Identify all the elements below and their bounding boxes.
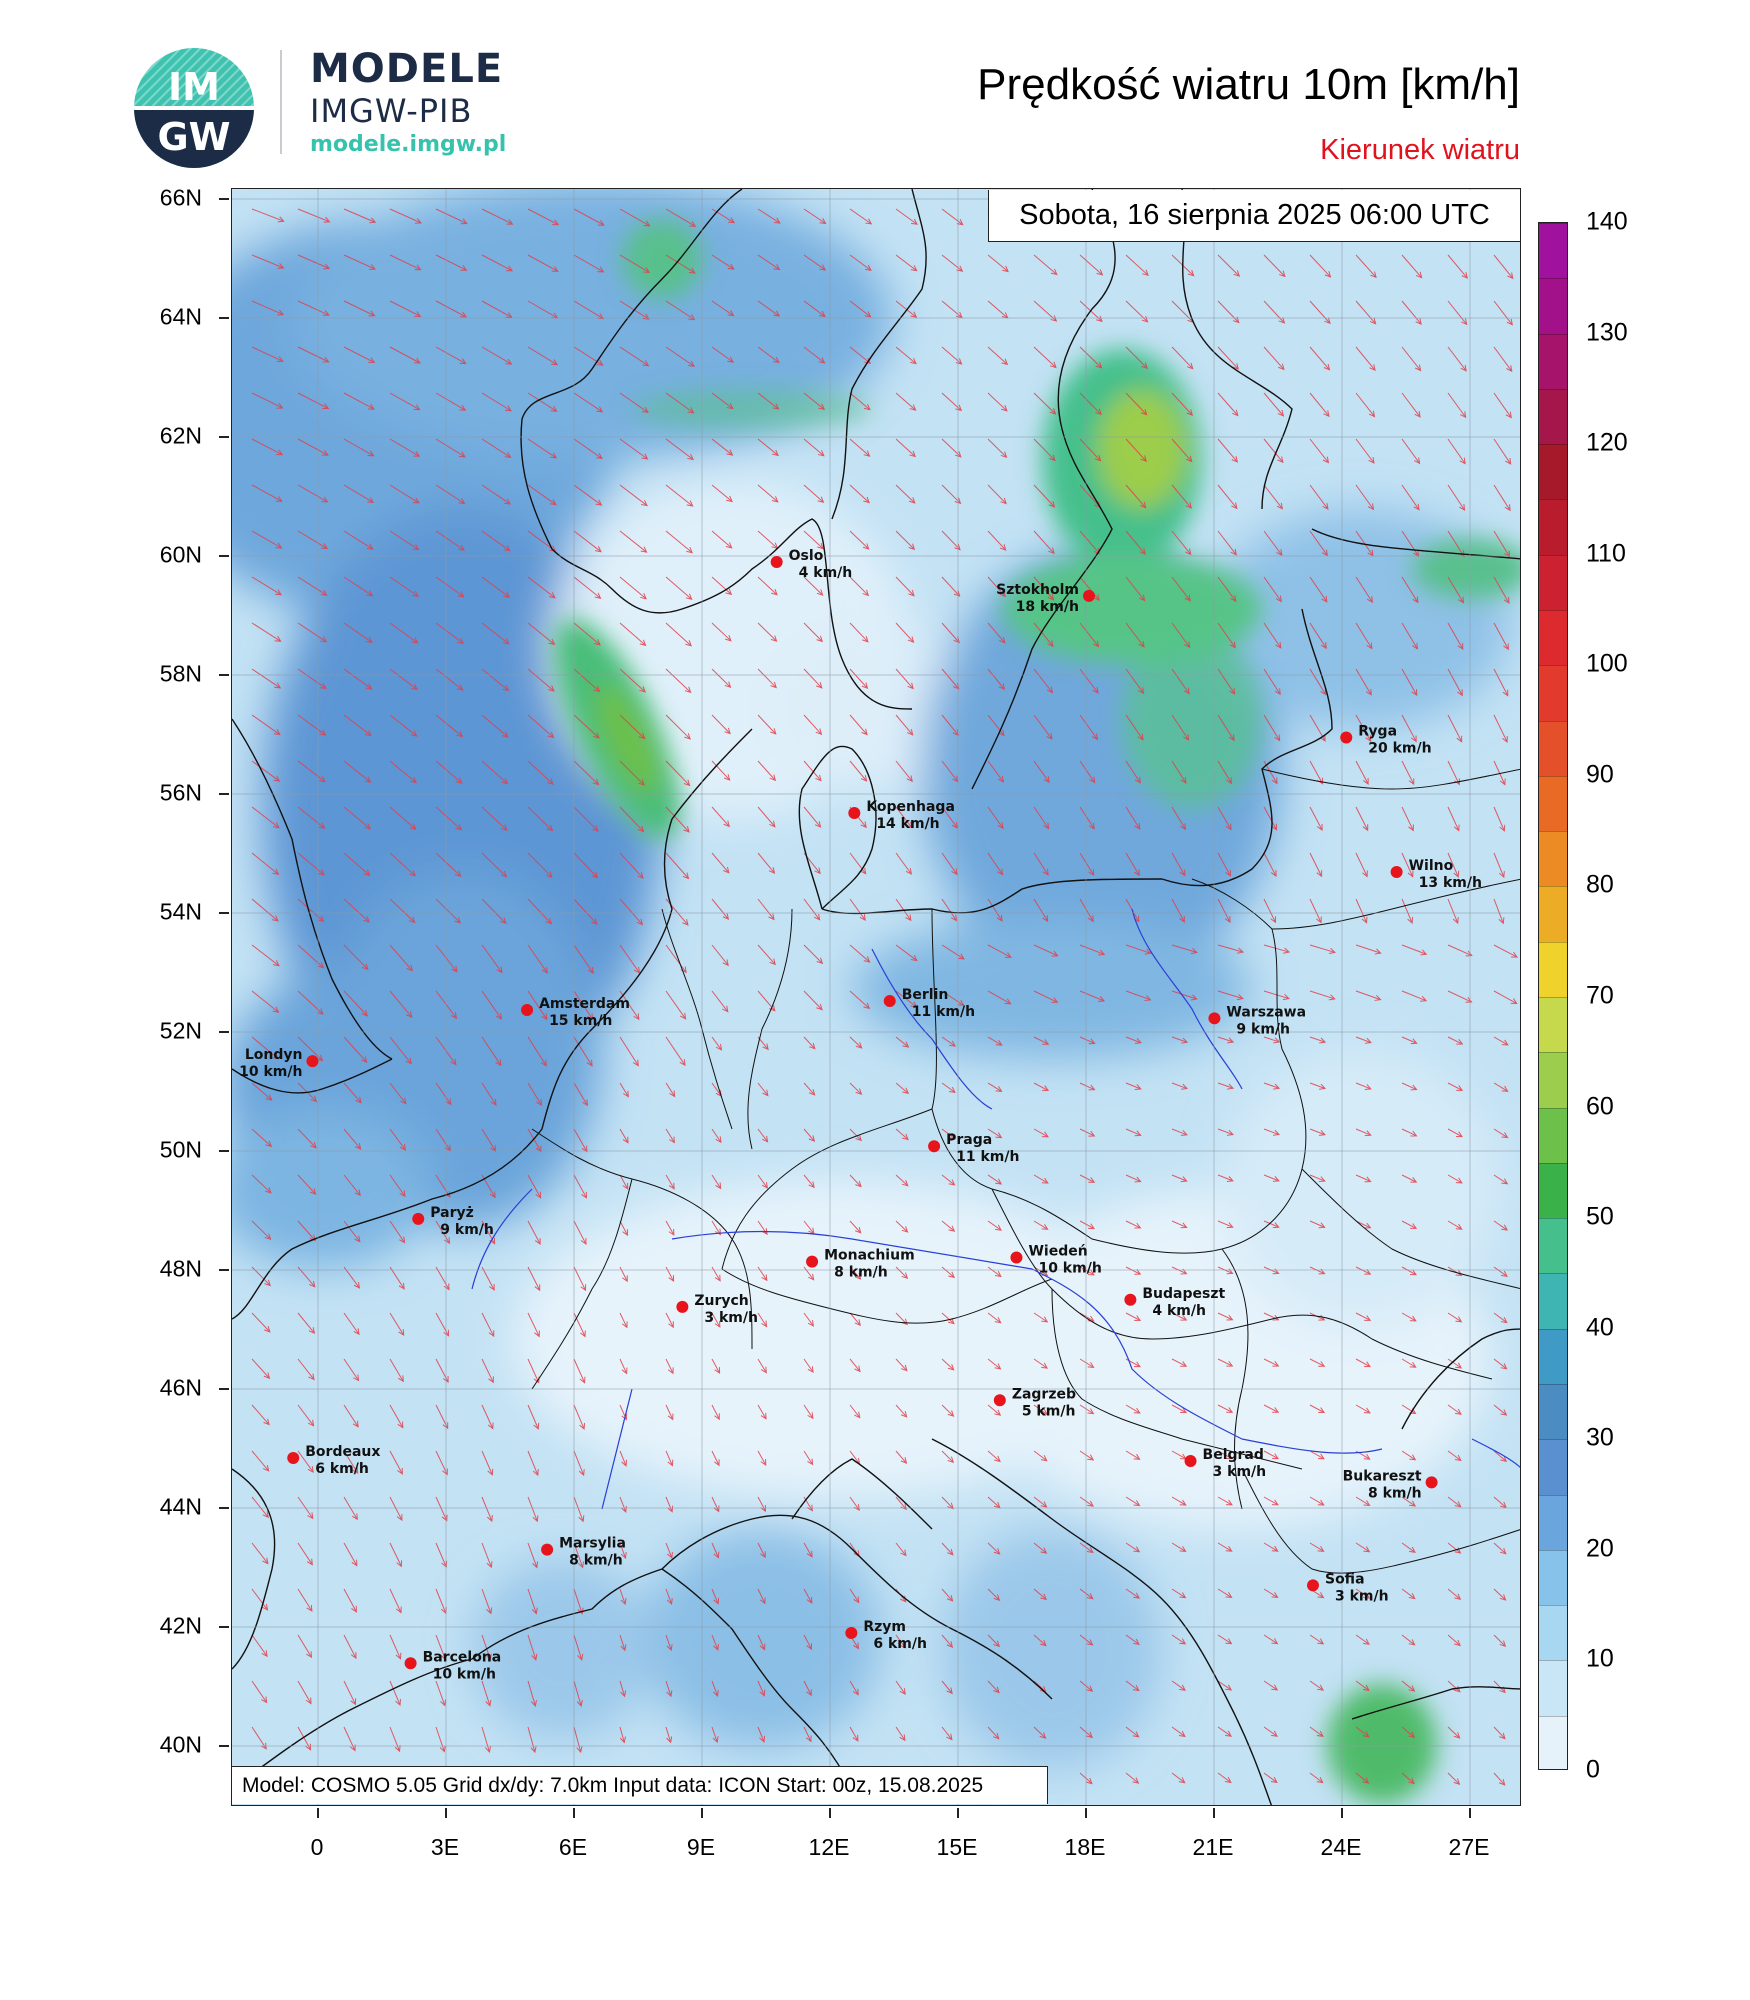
city-name: Rzym [863, 1618, 906, 1635]
lon-tick [1213, 1808, 1215, 1818]
colorbar-segment [1539, 444, 1567, 499]
colorbar-segment [1539, 389, 1567, 444]
lon-tick [445, 1808, 447, 1818]
imgw-logo [132, 40, 507, 170]
colorbar-segment [1539, 665, 1567, 720]
colorbar-label: 130 [1586, 318, 1628, 347]
lat-tick [219, 436, 229, 438]
colorbar-label: 30 [1586, 1423, 1614, 1452]
colorbar-segment [1539, 1218, 1567, 1273]
lat-tick [219, 555, 229, 557]
city-dot [845, 1627, 857, 1639]
colorbar-label: 70 [1586, 981, 1614, 1010]
lat-label: 60N [159, 541, 202, 568]
city-wind-speed: 18 km/h [1015, 598, 1079, 615]
colorbar-segment [1539, 997, 1567, 1052]
lon-tick [1469, 1808, 1471, 1818]
logo-subtitle: IMGW-PIB [310, 92, 473, 130]
city-dot [521, 1004, 533, 1016]
city-name: Berlin [901, 987, 949, 1004]
city-dot [1391, 866, 1403, 878]
city-name: Amsterdam [539, 995, 630, 1012]
lon-tick [1085, 1808, 1087, 1818]
city-wind-speed: 4 km/h [798, 564, 853, 581]
lon-label: 18E [1064, 1834, 1106, 1860]
lat-label: 58N [159, 660, 202, 687]
colorbar-label: 10 [1586, 1644, 1614, 1673]
city-wind-speed: 4 km/h [1152, 1302, 1206, 1319]
city-name: Barcelona [422, 1649, 502, 1666]
colorbar-label: 40 [1586, 1313, 1614, 1342]
city-dot [1426, 1476, 1438, 1488]
city-dot [848, 807, 860, 819]
city-wind-speed: 3 km/h [1212, 1463, 1267, 1480]
city-name: Budapeszt [1142, 1285, 1226, 1302]
city-name: Wiedeń [1028, 1243, 1088, 1260]
city-dot [676, 1301, 688, 1313]
city-wind-speed: 15 km/h [549, 1012, 613, 1029]
colorbar-segment [1539, 1605, 1567, 1660]
city-name: Praga [946, 1132, 993, 1149]
colorbar-segment [1539, 610, 1567, 665]
city-dot [771, 556, 783, 568]
city-wind-speed: 20 km/h [1368, 740, 1432, 757]
lat-tick [219, 912, 229, 914]
colorbar-segment [1539, 1273, 1567, 1328]
colorbar-label: 100 [1586, 649, 1628, 678]
lon-tick [829, 1808, 831, 1818]
wind-direction-legend: Kierunek wiatru [1320, 134, 1520, 166]
city-dot [928, 1140, 940, 1152]
colorbar-label: 140 [1586, 207, 1628, 236]
city-wind-speed: 10 km/h [1038, 1260, 1102, 1277]
lon-tick [1341, 1808, 1343, 1818]
colorbar-label: 110 [1586, 539, 1626, 568]
city-dot [884, 995, 896, 1007]
city-name: Ryga [1358, 723, 1398, 740]
city-name: Warszawa [1226, 1004, 1307, 1021]
lon-label: 12E [808, 1834, 850, 1860]
colorbar-segment [1539, 1495, 1567, 1550]
city-wind-speed: 10 km/h [432, 1666, 496, 1683]
city-name: Bukareszt [1342, 1468, 1422, 1485]
lat-tick [219, 793, 229, 795]
colorbar-segment [1539, 1108, 1567, 1163]
lat-tick [219, 674, 229, 676]
city-wind-speed: 11 km/h [956, 1149, 1020, 1166]
city-wind-speed: 10 km/h [239, 1064, 303, 1081]
colorbar-segment [1539, 721, 1567, 776]
city-wind-speed: 11 km/h [911, 1004, 976, 1021]
colorbar-segment [1539, 499, 1567, 554]
lon-tick [317, 1808, 319, 1818]
city-dot [1307, 1579, 1319, 1591]
city-wind-speed: 6 km/h [315, 1461, 369, 1478]
colorbar-segment [1539, 831, 1567, 886]
colorbar-segment [1539, 334, 1567, 389]
colorbar-segment [1539, 278, 1567, 333]
colorbar-label: 60 [1586, 1092, 1614, 1121]
city-dot [1083, 590, 1095, 602]
city-dot [1340, 731, 1352, 743]
logo-badge-top: IM [168, 65, 220, 109]
city-wind-speed: 9 km/h [1236, 1021, 1291, 1038]
lat-tick [219, 1150, 229, 1152]
city-wind-speed: 3 km/h [704, 1309, 758, 1326]
city-wind-speed: 8 km/h [569, 1552, 623, 1569]
city-dot [806, 1256, 818, 1268]
lon-tick [957, 1808, 959, 1818]
colorbar-segment [1539, 555, 1567, 610]
colorbar-segment [1539, 1716, 1567, 1770]
colorbar-label: 80 [1586, 870, 1614, 899]
city-name: Zagrzeb [1011, 1386, 1077, 1403]
city-wind-speed: 5 km/h [1021, 1403, 1076, 1420]
colorbar-label: 120 [1586, 428, 1628, 457]
lon-label: 21E [1192, 1834, 1234, 1860]
lon-label: 24E [1320, 1834, 1362, 1860]
colorbar-segment [1539, 1329, 1567, 1384]
speed-colorbar [1538, 222, 1568, 1770]
city-name: Bordeaux [305, 1444, 381, 1461]
city-dot [1124, 1294, 1136, 1306]
colorbar-segment [1539, 942, 1567, 997]
lat-label: 62N [159, 422, 202, 449]
city-dot [541, 1544, 553, 1556]
city-wind-speed: 9 km/h [440, 1221, 494, 1238]
city-name: Marsylia [559, 1535, 626, 1552]
lat-tick [219, 1269, 229, 1271]
city-wind-speed: 14 km/h [876, 816, 940, 833]
city-dot [1208, 1012, 1220, 1024]
logo-title: MODELE [310, 46, 504, 92]
lon-label: 6E [558, 1834, 588, 1860]
colorbar-segment [1539, 1052, 1567, 1107]
lat-label: 48N [159, 1255, 202, 1282]
lat-label: 54N [159, 898, 202, 925]
chart-title: Prędkość wiatru 10m [km/h] [977, 60, 1520, 109]
lat-tick [219, 1745, 229, 1747]
lon-label: 27E [1448, 1834, 1490, 1860]
map-canvas [232, 189, 1521, 1806]
city-name: Sofia [1324, 1571, 1365, 1588]
lon-tick [701, 1808, 703, 1818]
city-dot [994, 1394, 1006, 1406]
lat-label: 56N [159, 779, 202, 806]
colorbar-label: 20 [1586, 1534, 1614, 1563]
city-wind-speed: 8 km/h [834, 1264, 888, 1281]
colorbar-label: 0 [1586, 1755, 1600, 1784]
city-name: Zurych [694, 1292, 749, 1309]
lat-tick [219, 317, 229, 319]
city-name: Londyn [244, 1047, 303, 1064]
city-name: Belgrad [1202, 1446, 1264, 1463]
valid-time-box: Sobota, 16 sierpnia 2025 06:00 UTC [988, 190, 1520, 242]
lat-label: 66N [159, 184, 202, 211]
lat-tick [219, 1031, 229, 1033]
logo-badge-bottom: GW [157, 115, 231, 159]
lat-tick [219, 1626, 229, 1628]
logo-divider [280, 50, 282, 154]
lat-label: 40N [159, 1731, 202, 1758]
colorbar-segment [1539, 1660, 1567, 1715]
lon-label: 9E [686, 1834, 716, 1860]
colorbar-label: 90 [1586, 760, 1614, 789]
city-dot [405, 1657, 417, 1669]
lat-label: 42N [159, 1612, 202, 1639]
lat-label: 50N [159, 1136, 202, 1163]
city-wind-speed: 8 km/h [1368, 1485, 1422, 1502]
lat-label: 46N [159, 1374, 202, 1401]
city-wind-speed: 13 km/h [1418, 874, 1482, 891]
colorbar-segment [1539, 886, 1567, 941]
lon-tick [573, 1808, 575, 1818]
lat-label: 44N [159, 1493, 202, 1520]
lat-tick [219, 1388, 229, 1390]
city-name: Wilno [1408, 857, 1454, 874]
city-name: Kopenhaga [866, 799, 955, 816]
city-wind-speed: 3 km/h [1334, 1588, 1389, 1605]
lon-label: 15E [936, 1834, 978, 1860]
city-name: Oslo [788, 547, 824, 564]
city-name: Sztokholm [996, 581, 1079, 598]
model-info-box: Model: COSMO 5.05 Grid dx/dy: 7.0km Input data: ICON Start: 00z, 15.08.2025 [232, 1766, 1048, 1804]
lat-tick [219, 198, 229, 200]
colorbar-segment [1539, 1163, 1567, 1218]
colorbar-segment [1539, 1439, 1567, 1494]
wind-speed-map [231, 188, 1521, 1806]
lat-label: 52N [159, 1017, 202, 1044]
colorbar-segment [1539, 1384, 1567, 1439]
logo-url-link[interactable]: modele.imgw.pl [310, 132, 507, 157]
city-dot [1010, 1252, 1022, 1264]
lat-label: 64N [159, 303, 202, 330]
city-wind-speed: 6 km/h [873, 1635, 927, 1652]
colorbar-segment [1539, 1550, 1567, 1605]
colorbar-label: 50 [1586, 1202, 1614, 1231]
city-dot [1185, 1455, 1197, 1467]
lon-label: 3E [430, 1834, 460, 1860]
colorbar-segment [1539, 776, 1567, 831]
lat-tick [219, 1507, 229, 1509]
city-name: Paryż [430, 1204, 474, 1221]
city-dot [287, 1452, 299, 1464]
city-dot [306, 1055, 318, 1067]
imgw-logo-icon [132, 46, 256, 170]
colorbar-segment [1539, 223, 1567, 278]
lon-label: 0 [310, 1834, 324, 1860]
city-name: Monachium [824, 1247, 915, 1264]
city-dot [412, 1213, 424, 1225]
